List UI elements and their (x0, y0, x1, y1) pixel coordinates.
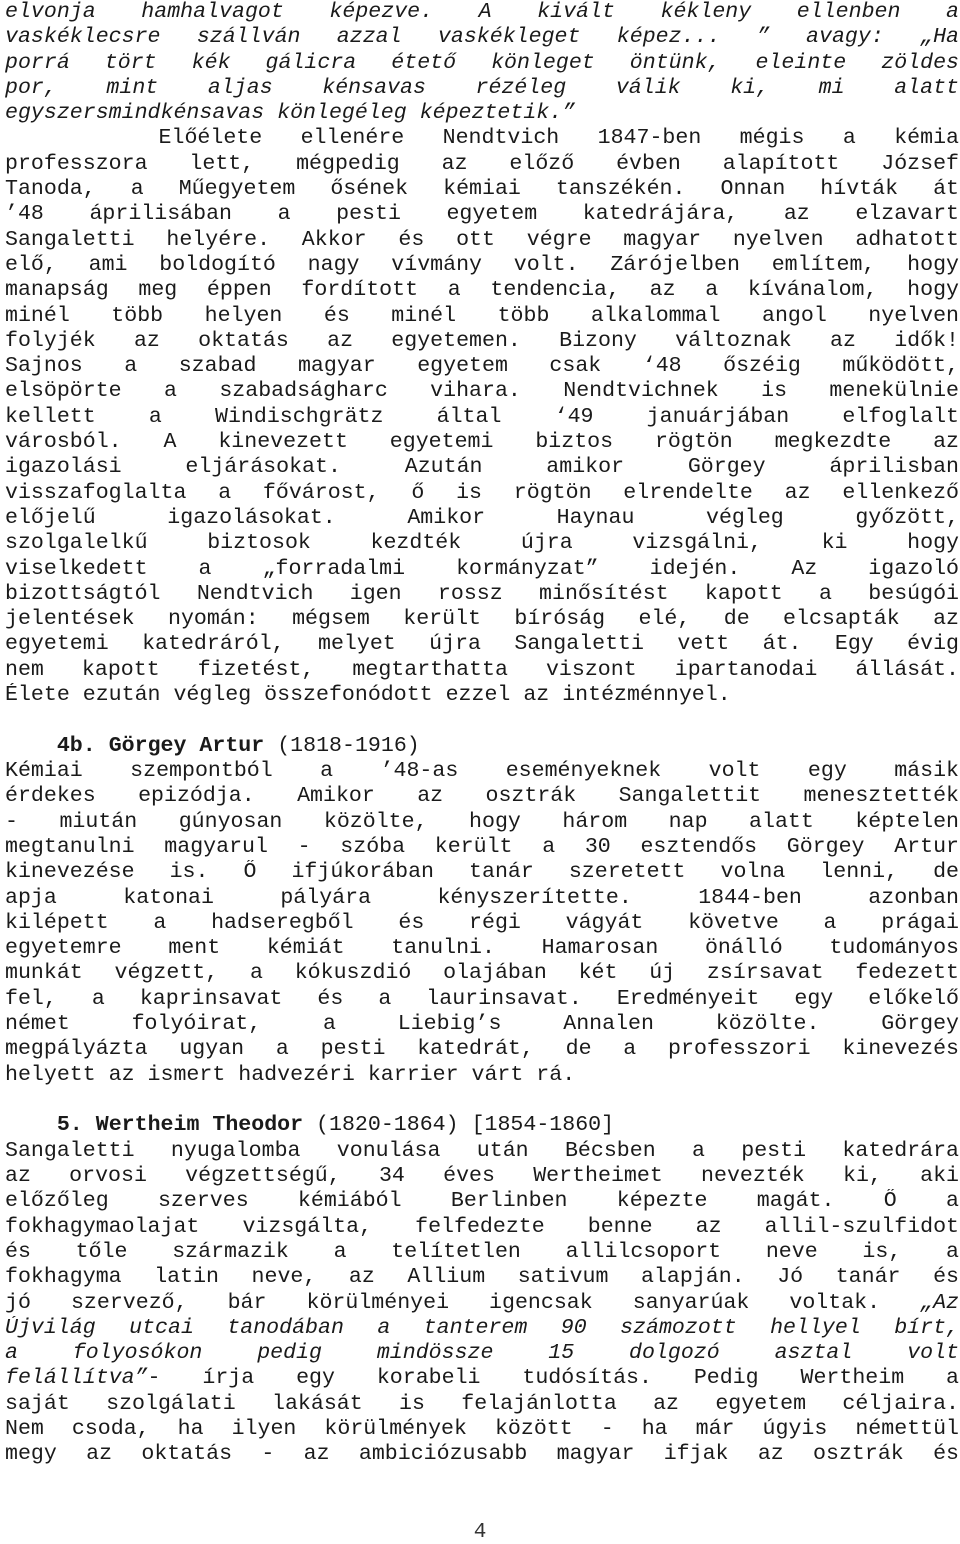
italic-quote-segment: felállítva” (5, 1366, 148, 1391)
text-segment: - írja egy korabeli tudósítás. Pedig Wertheim a (147, 1366, 959, 1391)
text-line: Sangaletti helyére. Akkor és ott végre magyar nyelven adhatott (5, 227, 959, 252)
text-line (5, 1240, 959, 1265)
text-line: érdekes epizódja. Amikor az osztrák Sangalettit menesztették (5, 784, 959, 809)
text-line: egyetemre ment kémiát tanulni. Hamarosan önálló tudományos (5, 936, 959, 961)
paragraph-quote-continuation (5, 0, 959, 126)
text-line: szolgalelkű biztosok kezdték újra vizsgálni, ki hogy (5, 531, 959, 556)
text-line: Előélete ellenére Nendtvich 1847-ben mégis a kémia (5, 126, 959, 151)
text-line: helyett az ismert hadvezéri karrier várt rá. (5, 1062, 576, 1087)
text-line (5, 1417, 959, 1442)
text-segment: fokhagyma latin neve, az Allium sativum alapján. Jó tanár és (5, 1265, 959, 1290)
text-line (5, 1366, 959, 1391)
section-heading-4b (5, 734, 959, 759)
section-title: Görgey Artur (108, 733, 265, 758)
page-number: 4 (473, 1521, 487, 1544)
text-line: előjelű igazolásokat. Amikor Haynau végleg győzött, (5, 505, 959, 530)
section-number: 5. (56, 1113, 83, 1138)
text-line: apja katonai pályára kényszerítette. 1844-ben azonban (5, 885, 959, 910)
text-line: Sajnos a szabad magyar egyetem csak ‘48 őszéig működött, (5, 354, 959, 379)
text-line: Tanoda, a Műegyetem ősének kémiai tanszékén. Onnan hívták át (5, 177, 959, 202)
text-line (5, 1164, 959, 1189)
text-line: - miután gúnyosan közölte, hogy három nap alatt képtelen (5, 809, 959, 834)
text-line: jelentések nyomán: mégsem került bíróság elé, de elcsapták az (5, 607, 959, 632)
text-segment: és tőle származik a telítetlen allilcsoport neve is, a (5, 1239, 959, 1264)
text-line: por, mint aljas kénsavas rézéleg válik ki, mi alatt (5, 75, 959, 100)
text-segment: az orvosi végzettségű, 34 éves Wertheimet nevezték ki, aki (5, 1164, 959, 1189)
text-line (5, 1291, 959, 1316)
text-line: ’48 áprilisában a pesti egyetem katedrájára, az elzavart (5, 202, 959, 227)
text-line: vaskéklecsre szállván azzal vaskékleget képez... ” avagy: „Ha (5, 25, 959, 50)
text-segment: Sangaletti nyugalomba vonulása után Bécsben a pesti katedrára (5, 1138, 959, 1163)
text-line (5, 1341, 959, 1366)
text-line: munkát végzett, a kókuszdió olajában két új zsírsavat fedezett (5, 961, 959, 986)
text-line: nem kapott fizetést, megtarthatta viszont ipartanodai állását. (5, 657, 959, 682)
text-line: egyszersmindkénsavas könlegéleg képeztetik.” (5, 101, 576, 126)
text-line: Kémiai szempontból a ’48-as eseményeknek volt egy másik (5, 759, 959, 784)
text-line: bizottságtól Nendtvich igen rossz minősítést kapott a besúgói (5, 581, 959, 606)
text-line: kilépett a hadseregből és régi vágyát követve a prágai (5, 910, 959, 935)
text-line: elsöpörte a szabadságharc vihara. Nendtvichnek is menekülnie (5, 379, 959, 404)
text-segment: saját szolgálati lakását is felajánlotta az egyetem céljaira. (5, 1391, 959, 1416)
text-segment: fokhagymaolajat vizsgálta, felfedezte benne az allil-szulfidot (5, 1214, 959, 1239)
text-line: egyetemi katedráról, melyet újra Sangaletti vett át. Egy évig (5, 632, 959, 657)
text-line: megtanulni magyarul - szóba került a 30 esztendős Görgey Artur (5, 835, 959, 859)
text-line: professzora lett, mégpedig az előző évben alapított József (5, 151, 959, 176)
section-years: (1820-1864) [1854-1860] (316, 1113, 615, 1138)
section-spacer (5, 708, 959, 734)
paragraph-gorgey (5, 759, 959, 1088)
text-line: városból. A kinevezett egyetemi biztos rögtön megkezdte az (5, 430, 959, 455)
text-line: manapság meg éppen fordított a tendencia, az a kívánalom, hogy (5, 278, 959, 303)
text-line: visszafoglalta a fővárost, ő is rögtön elrendelte az ellenkező (5, 480, 959, 505)
section-title: Wertheim Theodor (95, 1113, 304, 1138)
section-number: 4b. (56, 733, 96, 758)
text-line: Élete ezután végleg összefonódott ezzel az intézménnyel. (5, 683, 731, 708)
italic-quote-segment: „Az (920, 1290, 959, 1315)
text-line (5, 1392, 959, 1417)
text-segment: jó szervező, bár körülményei igencsak sanyarúak voltak. (5, 1290, 921, 1315)
paragraph-wertheim (5, 1139, 959, 1468)
text-segment: előzőleg szerves kémiából Berlinben képezte magát. Ő a (5, 1189, 959, 1214)
italic-quote-segment: a folyosókon pedig mindössze 15 dolgozó asztal volt (5, 1341, 959, 1366)
text-line: folyjék az oktatás az egyetemen. Bizony változnak az idők! (5, 328, 959, 353)
document-page (5, 0, 959, 1468)
text-line: megpályázta ugyan a pesti katedrát, de a professzori kinevezés (5, 1037, 959, 1062)
text-line (5, 1189, 959, 1214)
text-line: viselkedett a „forradalmi kormányzat” idején. Az igazoló (5, 556, 959, 581)
text-line: kinevezése is. Ő ifjúkorában tanár szeretett volna lenni, de (5, 860, 959, 885)
text-line: elő, ami boldogító nagy vívmány volt. Zárójelben említem, hogy (5, 252, 959, 277)
text-line: minél több helyen és minél több alkalommal angol nyelven (5, 303, 959, 328)
text-line: porrá tört kék gálicra étető könleget öntünk, eleinte zöldes (5, 50, 959, 75)
text-line (5, 1265, 959, 1290)
text-line: kellett a Windischgrätz által ‘49 januárjában elfoglalt (5, 404, 959, 429)
text-line: német folyóirat, a Liebig’s Annalen közölte. Görgey (5, 1012, 959, 1037)
text-line: elvonja hamhalvagot képezve. A kivált kékleny ellenben a (5, 0, 959, 24)
text-line (5, 1215, 959, 1240)
text-segment: megy az oktatás - az ambiciózusabb magyar ifjak az osztrák és (5, 1442, 959, 1467)
text-line: igazolási eljárásokat. Azután amikor Görgey áprilisban (5, 455, 959, 480)
text-line (5, 1316, 959, 1341)
text-line (5, 1442, 959, 1467)
italic-quote-segment: Újvilág utcai tanodában a tanterem 90 számozott hellyel bírt, (5, 1315, 959, 1340)
text-line (5, 1139, 959, 1164)
section-years: (1818-1916) (277, 733, 420, 758)
text-line: fel, a kaprinsavat és a laurinsavat. Eredményeit egy előkelő (5, 986, 959, 1011)
section-spacer (5, 1088, 959, 1114)
section-heading-5 (5, 1113, 959, 1138)
text-segment: Nem csoda, ha ilyen körülmények között - ha már úgyis némettül (5, 1417, 959, 1442)
paragraph-nendtvich (5, 126, 959, 708)
